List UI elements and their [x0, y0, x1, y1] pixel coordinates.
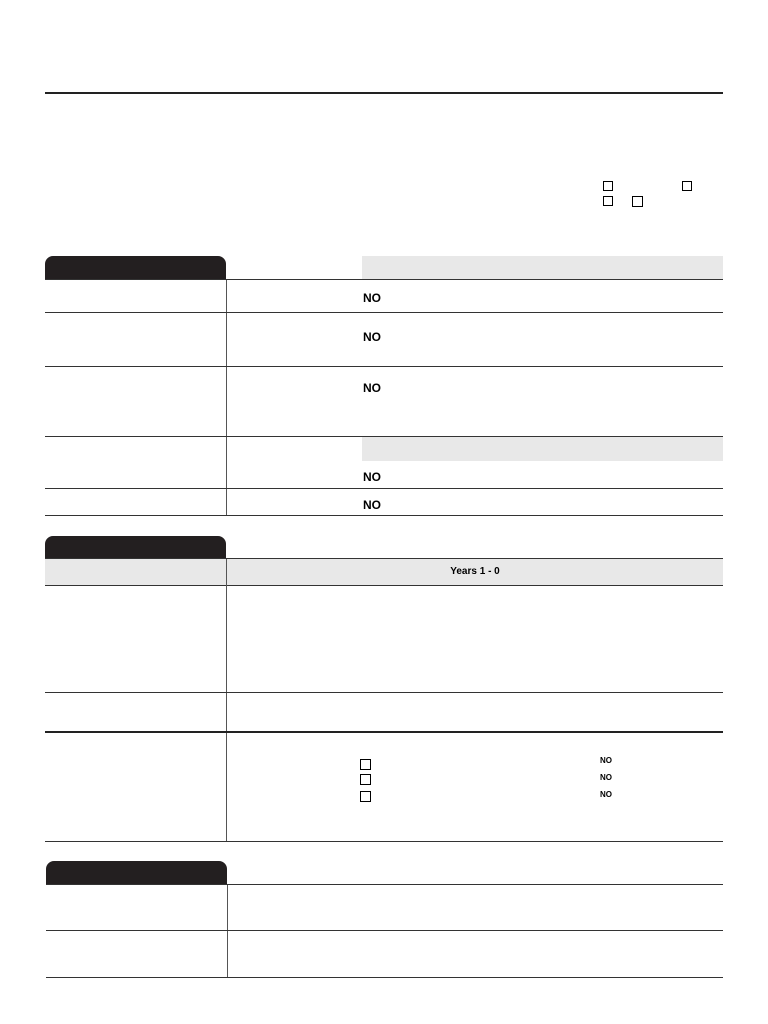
section-2-rule-2 [45, 731, 723, 733]
section-2-divider [226, 559, 227, 841]
years-column-header: Years 1 - 0 [450, 566, 500, 577]
row-5-value: NO [363, 498, 381, 512]
row-2-value: NO [363, 330, 381, 344]
section-1-rule-top [45, 279, 723, 280]
section-3-tab [46, 861, 227, 884]
section-1-rule-4 [45, 488, 723, 489]
section-2-tab [45, 536, 226, 559]
row-1-value: NO [363, 291, 381, 305]
section-2-rule-1 [45, 692, 723, 693]
section-2-rule-bottom [45, 841, 723, 842]
header-checkbox-3[interactable] [603, 196, 613, 206]
section-3-rule-1 [46, 930, 723, 931]
header-checkbox-1[interactable] [603, 181, 613, 191]
section-3-rule-bottom [46, 977, 723, 978]
option-2-checkbox[interactable] [360, 774, 371, 785]
section-1-rule-2 [45, 366, 723, 367]
top-rule [45, 92, 723, 94]
header-checkbox-4[interactable] [632, 196, 643, 207]
section-2-rule-header [45, 585, 723, 586]
section-1-tab [45, 256, 226, 280]
row-4-value: NO [363, 470, 381, 484]
row-4-shade [362, 437, 723, 461]
option-2-value: NO [600, 773, 612, 782]
section-2-header-shade-left [45, 559, 226, 585]
section-1-rule-1 [45, 312, 723, 313]
option-3-checkbox[interactable] [360, 791, 371, 802]
section-1-divider [226, 280, 227, 516]
option-1-checkbox[interactable] [360, 759, 371, 770]
section-3-divider [227, 885, 228, 977]
section-1-header-shade [362, 256, 723, 279]
section-3-rule-top [46, 884, 723, 885]
option-3-value: NO [600, 790, 612, 799]
option-1-value: NO [600, 756, 612, 765]
header-checkbox-2[interactable] [682, 181, 692, 191]
section-1-rule-bottom [45, 515, 723, 516]
row-3-value: NO [363, 381, 381, 395]
